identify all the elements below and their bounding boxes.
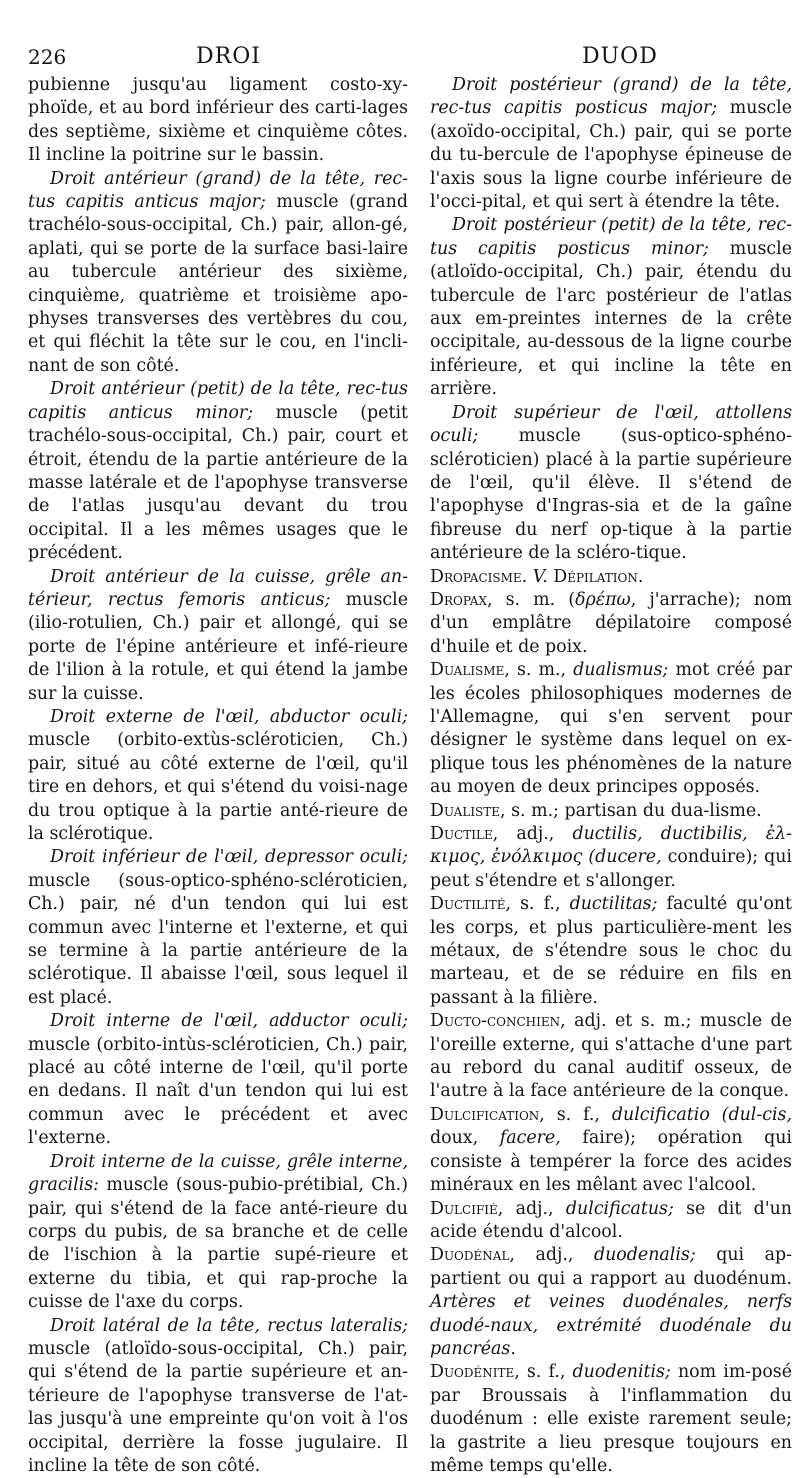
dictionary-entry: [430, 74, 792, 214]
entry-text: , s. f.,: [514, 1362, 573, 1383]
entry-headword: Duodénite: [430, 1362, 515, 1383]
entry-text: muscle (sous-optico-sphéno-scléroticien, Ch.) pair, né d'un tendon qui lui est commun avec l'interne et l'externe, et qui se termine à la partie antérieure de la sclérotique. Il abaisse l'œil, sous lequel il est placé.: [28, 870, 408, 1008]
italic-text: Droit supérieur de l'œil, attollens oculi;: [430, 402, 792, 447]
entry-text: , adj.,: [497, 1198, 566, 1219]
entry-text: pubienne jusqu'au ligament costo-xy-phoïde, et au bord inférieur des carti-lages des septième, sixième et cinquième côtes. Il incline la poitrine sur le bassin.: [28, 75, 408, 166]
italic-text: Droit latéral de la tête, rectus lateralis;: [50, 1315, 408, 1336]
text-columns: [28, 74, 794, 1478]
italic-text: δρέπω: [575, 589, 631, 610]
dictionary-entry: [430, 1361, 792, 1478]
dictionary-entry: [430, 1104, 792, 1198]
dictionary-entry: [28, 1151, 408, 1315]
dictionary-entry: [28, 378, 408, 565]
entry-headword: Dulcification: [430, 1104, 540, 1125]
entry-text: , s. f.,: [539, 1104, 612, 1125]
dictionary-entry: [430, 893, 792, 1010]
entry-text: , s. m.; partisan du dua-lisme.: [500, 800, 762, 821]
entry-text: se dit d'un acide étendu d'alcool.: [430, 1198, 792, 1242]
italic-text: Droit interne de l'œil, adductor oculi;: [50, 1011, 408, 1032]
dictionary-entry: [28, 706, 408, 846]
right-column: [430, 74, 792, 1478]
italic-text: facere,: [499, 1128, 561, 1149]
entry-text: muscle (axoïdo-occipital, Ch.) pair, qui se porte du tu-bercule de l'apophyse épineuse de l'axis sous la ligne courbe inférieure de l'occi-pital, et qui sert à étendre la tête.: [430, 98, 792, 213]
italic-text: dulcificatus;: [565, 1198, 674, 1219]
italic-text: Droit postérieur (petit) de la tête, rec-tus capitis posticus minor;: [430, 215, 792, 259]
entry-text: muscle (atloïdo-occipital, Ch.) pair, étendu du tubercule de l'arc postérieur de l'atlas aux em-preintes internes de la crête occipitale, au-dessous de la ligne courbe inférieure, et qui incline la tête en arrière.: [430, 238, 792, 400]
page-number: 226: [28, 45, 67, 69]
entry-text: , adj. et s. m.; muscle de l'oreille externe, qui s'attache d'une part au rebord du canal auditif osseux, de l'autre à la face antérieure de la conque.: [430, 1011, 792, 1102]
entry-headword: Dropacisme.: [430, 566, 533, 587]
running-header: [28, 42, 794, 72]
dictionary-entry: [28, 1315, 408, 1478]
entry-text: , s. m. (: [487, 589, 576, 610]
dictionary-entry: [430, 823, 792, 893]
entry-headword: Dualisme: [430, 660, 505, 681]
entry-text: qui ap-partient ou qui a rapport au duodénum.: [430, 1245, 792, 1289]
entry-headword: Ducto-conchien: [430, 1011, 561, 1032]
italic-text: Droit externe de l'œil, abductor oculi;: [50, 706, 408, 727]
dictionary-entry: [28, 1010, 408, 1150]
entry-text: muscle (sous-pubio-prétibial, Ch.) pair, qui s'étend de la face anté-rieure du corps du pubis, de sa branche et de celle de l'ischion à la partie supé-rieure et externe du tibia, et qui rap-proche la cuisse de l'axe du corps.: [28, 1175, 408, 1313]
entry-text: , adj.,: [509, 1245, 594, 1266]
entry-text: muscle (ilio-rotulien, Ch.) pair et allongé, qui se porte de l'épine antérieure et infé-rieure de l'ilion à la rotule, et qui étend la jambe sur la cuisse.: [28, 589, 408, 704]
italic-text: duodenitis;: [572, 1362, 671, 1383]
entry-headword: Ductile: [430, 824, 493, 844]
italic-text: Droit antérieur (petit) de la tête, rec-tus capitis anticus minor;: [28, 379, 408, 423]
entry-text: conduire); qui peut s'étendre et s'allonger.: [430, 847, 792, 891]
entry-text: muscle (sus-optico-sphéno-scléroticien) placé à la partie supérieure de l'œil, qu'il élève. Il s'étend de l'apophyse d'Ingras-sia et de la gaîne fibreuse du nerf op-tique à la partie antérieure de la scléro-tique.: [430, 426, 792, 564]
italic-text: Droit interne de la cuisse, grêle interne, gracilis:: [28, 1151, 408, 1196]
dictionary-entry: [430, 659, 792, 799]
entry-text: muscle (grand trachélo-sous-occipital, Ch.) pair, allon-gé, aplati, qui se porte de la surface basi-laire au tubercule antérieur des sixième, cinquième, quatrième et troisième apo-physes transverses des vertèbres du cou, et qui fléchit la tête sur le cou, en l'incli-nant de son côté.: [28, 192, 408, 376]
italic-text: Artères et veines duodénales, nerfs duodé-naux, extrémité duodénale du pancréas.: [430, 1292, 792, 1359]
dictionary-entry: [430, 214, 792, 401]
italic-text: Droit inférieur de l'œil, depressor oculi;: [50, 847, 408, 868]
italic-text: Droit antérieur de la cuisse, grêle an-térieur, rectus femoris anticus;: [28, 566, 408, 610]
entry-text: muscle (orbito-intùs-scléroticien, Ch.) pair, placé au côté interne de l'œil, qu'il porte en dedans. Il naît d'un tendon qui lui est commun avec le précédent et avec l'externe.: [28, 1034, 408, 1149]
entry-text: muscle (orbito-extùs-scléroticien, Ch.) pair, situé au côté externe de l'œil, qu'il tire en dehors, et qui s'étend du voisi-nage du trou optique à la partie anté-rieure de la sclérotique.: [28, 730, 408, 844]
entry-text: , s. m.,: [504, 660, 574, 681]
entry-text: muscle (atloïdo-sous-occipital, Ch.) pair, qui s'étend de la partie supérieure et an-térieure de l'apophyse transverse de l'at-las jusqu'à une empreinte qu'on voit à l'os occipital, derrière la fosse jugulaire. Il incline la tête de son côté.: [28, 1338, 408, 1476]
dictionary-entry: [28, 168, 408, 379]
italic-text: V.: [532, 566, 548, 587]
entry-text: faire); opération qui consiste à tempérer la force des acides minéraux en les mêlant avec l'alcool.: [430, 1128, 792, 1196]
entry-headword: Ductilité: [430, 894, 506, 915]
italic-text: duodenalis;: [593, 1245, 696, 1266]
italic-text: ductilitas;: [569, 894, 658, 915]
entry-headword: Dropax: [430, 589, 487, 610]
dictionary-entry: [28, 566, 408, 706]
dictionary-entry: [430, 402, 792, 566]
dictionary-entry: [430, 1198, 792, 1245]
entry-text: muscle (petit trachélo-sous-occipital, Ch.) pair, court et étroit, étendu de la partie antérieure de la masse latérale et de l'apophyse transverse de l'atlas jusqu'au devant du trou occipital. Il a les mêmes usages que le précédent.: [28, 402, 409, 564]
italic-text: Droit antérieur (grand) de la tête, rec-tus capitis anticus major;: [28, 168, 408, 213]
entry-text: , adj.,: [492, 824, 573, 844]
italic-text: dulcificatio (dul-cis,: [611, 1104, 792, 1125]
left-column: [28, 74, 408, 1478]
italic-text: Droit postérieur (grand) de la tête, rec-tus capitis posticus major;: [430, 75, 792, 119]
dictionary-entry: [430, 589, 792, 659]
entry-text: doux,: [430, 1128, 500, 1149]
entry-text: faculté qu'ont les corps, et plus particulière-ment les métaux, de s'étendre sous le choc du marteau, et de se réduire en fils en passant à la filière.: [430, 894, 792, 1008]
entry-text: , s. f.,: [505, 894, 570, 915]
entry-headword: Duodénal: [430, 1245, 510, 1266]
entry-text: nom im-posé par Broussais à l'inflammation du duodénum : elle existe rarement seule; la gastrite a lieu presque toujours en même temps qu'elle.: [430, 1362, 793, 1476]
dictionary-entry: [28, 846, 408, 1010]
dictionary-entry: [430, 800, 792, 823]
dictionary-entry: [28, 74, 408, 168]
left-running-title: DROI: [196, 44, 261, 69]
entry-headword: Dépilation.: [547, 566, 644, 587]
entry-headword: Dulcifié: [430, 1198, 498, 1219]
right-running-title: DUOD: [582, 44, 658, 69]
entry-text: mot créé par les écoles philosophiques modernes de l'Allemagne, qui s'en servent pour désigner le système dans lequel on ex-plique tous les phénomènes de la nature au moyen de deux principes opposés.: [430, 660, 792, 798]
entry-text: , j'arrache); nom d'un emplâtre dépilatoire composé d'huile et de poix.: [430, 589, 793, 657]
italic-text: dualismus;: [573, 660, 669, 681]
dictionary-entry: [430, 566, 792, 589]
dictionary-entry: [430, 1244, 792, 1361]
dictionary-entry: [430, 1010, 792, 1104]
entry-headword: Dualiste: [430, 800, 501, 821]
italic-text: ductilis, ductibilis, ἐλ-κιμος, ἐνόλκιμος (ducere,: [430, 824, 792, 868]
